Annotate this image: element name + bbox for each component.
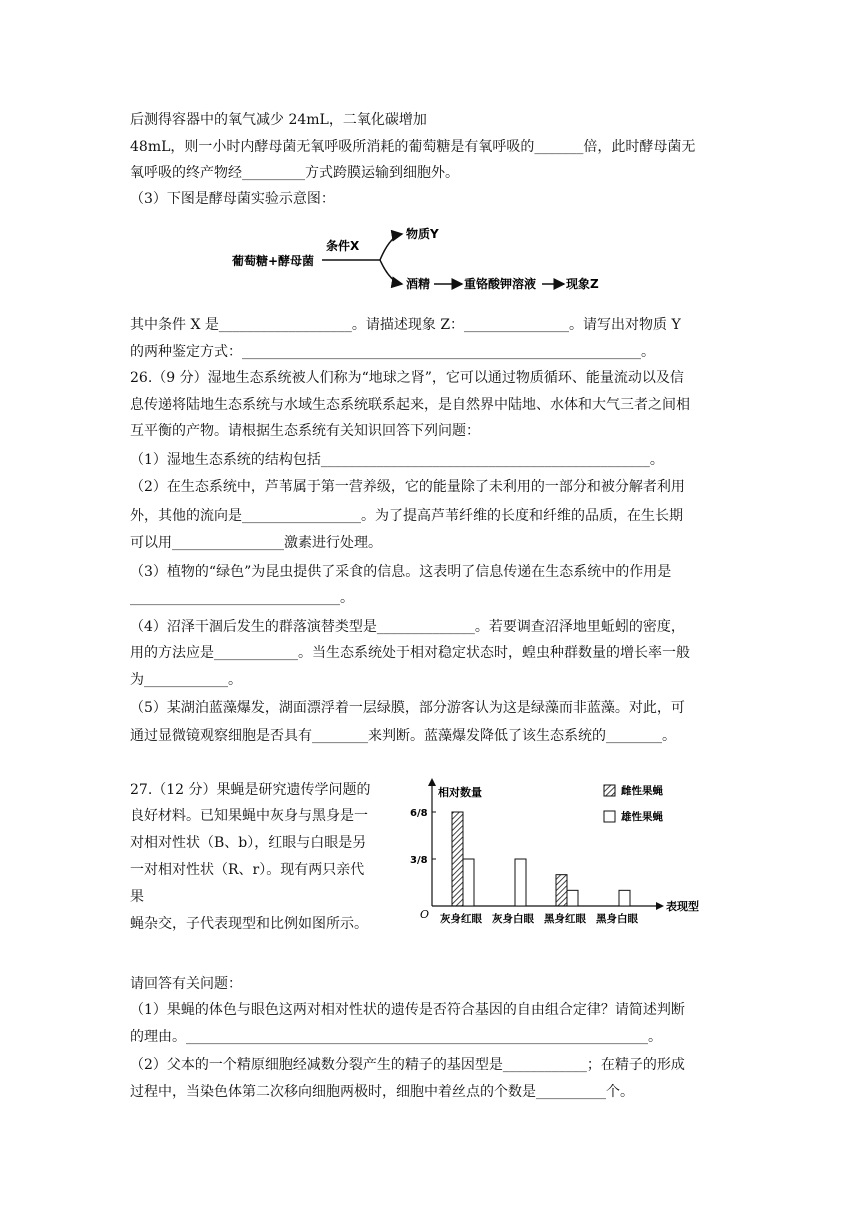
- x-tick-label: 灰身白眼: [492, 913, 534, 925]
- text-line: 48mL，则一小时内酵母菌无氧呼吸所消耗的葡萄糖是有氧呼吸的_______倍，此时酵母菌无: [130, 139, 696, 155]
- text-line: （5）某湖泊蓝藻爆发，湖面漂浮着一层绿膜，部分游客认为这是绿藻而非蓝藻。对此，可: [130, 700, 685, 716]
- diagram-condition-label: 条件X: [326, 239, 360, 253]
- bar-male: [515, 859, 526, 906]
- yeast-experiment-diagram: [230, 222, 620, 302]
- text-line: （4）沼泽干涸后发生的群落演替类型是______________。若要调查沼泽地里蚯蚓的密度，: [130, 619, 685, 635]
- bar-female: [556, 875, 567, 906]
- origin-label: O: [420, 908, 430, 921]
- diagram-reagent-label: 重铬酸钾溶液: [464, 277, 537, 291]
- bar-female: [452, 812, 463, 906]
- text-line: （1）湿地生态系统的结构包括_______________________________________________。: [130, 452, 664, 468]
- text-line: （2）父本的一个精原细胞经减数分裂产生的精子的基因型是____________；在精子的形成: [130, 1057, 685, 1073]
- offspring-phenotype-bar-chart: [408, 778, 728, 928]
- text-line: 26.（9 分）湿地生态系统被人们称为“地球之肾”，它可以通过物质循环、能量流动以及信: [130, 370, 684, 386]
- text-line: 后测得容器中的氧气减少 24mL，二氧化碳增加: [130, 112, 427, 128]
- text-line: 氧呼吸的终产物经_________方式跨膜运输到细胞外。: [130, 165, 459, 181]
- text-line: 为____________。: [130, 672, 242, 688]
- y-axis-label: 相对数量: [438, 786, 482, 799]
- legend-swatch: [604, 785, 615, 796]
- text-line: （1）果蝇的体色与眼色这两对相对性状的遗传是否符合基因的自由组合定律？请简述判断: [130, 1002, 685, 1018]
- text-line: 用的方法应是____________。当生态系统处于相对稳定状态时，蝗虫种群数量的增长率一般: [130, 645, 690, 661]
- y-tick-label: 6/8: [410, 808, 428, 819]
- x-tick-label: 灰身红眼: [440, 913, 482, 925]
- bar-male: [567, 890, 578, 906]
- x-tick-label: 黑身白眼: [596, 913, 638, 925]
- text-line: 息传递将陆地生态系统与水域生态系统联系起来，是自然界中陆地、水体和大气三者之间相: [130, 397, 690, 413]
- legend-swatch: [604, 811, 615, 822]
- text-line: 其中条件 X 是___________________。请描述现象 Z：_______________。请写出对物质 Y: [130, 317, 681, 333]
- diagram-branch-up: [380, 234, 402, 260]
- text-line: 通过显微镜观察细胞是否具有________来判断。蓝藻爆发降低了该生态系统的________。: [130, 728, 676, 744]
- q27-text-line: 27.（12 分）果蝇是研究遗传学问题的: [130, 782, 371, 798]
- legend-label: 雌性果蝇: [621, 785, 663, 797]
- text-line: 可以用________________激素进行处理。: [130, 535, 382, 551]
- text-line: （3）下图是酵母菌实验示意图：: [130, 191, 335, 207]
- x-axis-label: 表现型: [666, 900, 699, 913]
- q27-text-line: 一对相对性状（R、r）。现有两只亲代: [130, 862, 365, 878]
- diagram-product-y-label: 物质Y: [406, 227, 439, 241]
- q27-text-line: 果: [130, 889, 144, 905]
- q27-text-line: 蝇杂交，子代表现型和比例如图所示。: [130, 916, 368, 932]
- diagram-branch-down: [380, 260, 402, 284]
- text-line: 互平衡的产物。请根据生态系统有关知识回答下列问题：: [130, 423, 480, 439]
- text-line: 外，其他的流向是_________________。为了提高芦苇纤维的长度和纤维的品质，在生长期: [130, 508, 683, 524]
- bar-male: [619, 890, 630, 906]
- text-line: 过程中，当染色体第二次移向细胞两极时，细胞中着丝点的个数是__________个。: [130, 1084, 634, 1100]
- text-line: ______________________________。: [130, 590, 354, 606]
- diagram-start-label: 葡萄糖+酵母菌: [232, 254, 315, 268]
- legend-label: 雄性果蝇: [621, 811, 663, 823]
- text-line: （3）植物的“绿色”为昆虫提供了采食的信息。这表明了信息传递在生态系统中的作用是: [130, 564, 672, 580]
- x-tick-label: 黑身红眼: [544, 913, 586, 925]
- text-line: 的两种鉴定方式：_________________________________________________________。: [130, 344, 655, 360]
- x-axis-arrow: [656, 902, 664, 910]
- y-tick-label: 3/8: [410, 855, 428, 866]
- bar-male: [463, 859, 474, 906]
- y-axis-arrow: [428, 778, 436, 786]
- text-line: （2）在生态系统中，芦苇属于第一营养级，它的能量除了未利用的一部分和被分解者利用: [130, 479, 685, 495]
- text-line: 的理由。__________________________________________________________________。: [130, 1029, 662, 1045]
- diagram-alcohol-label: 酒精: [406, 277, 431, 291]
- text-line: 请回答有关问题：: [130, 976, 242, 992]
- q27-text-line: 对相对性状（B、b），红眼与白眼是另: [130, 835, 367, 851]
- q27-text-line: 良好材料。已知果蝇中灰身与黑身是一: [130, 808, 368, 824]
- diagram-phenomenon-label: 现象Z: [566, 277, 599, 291]
